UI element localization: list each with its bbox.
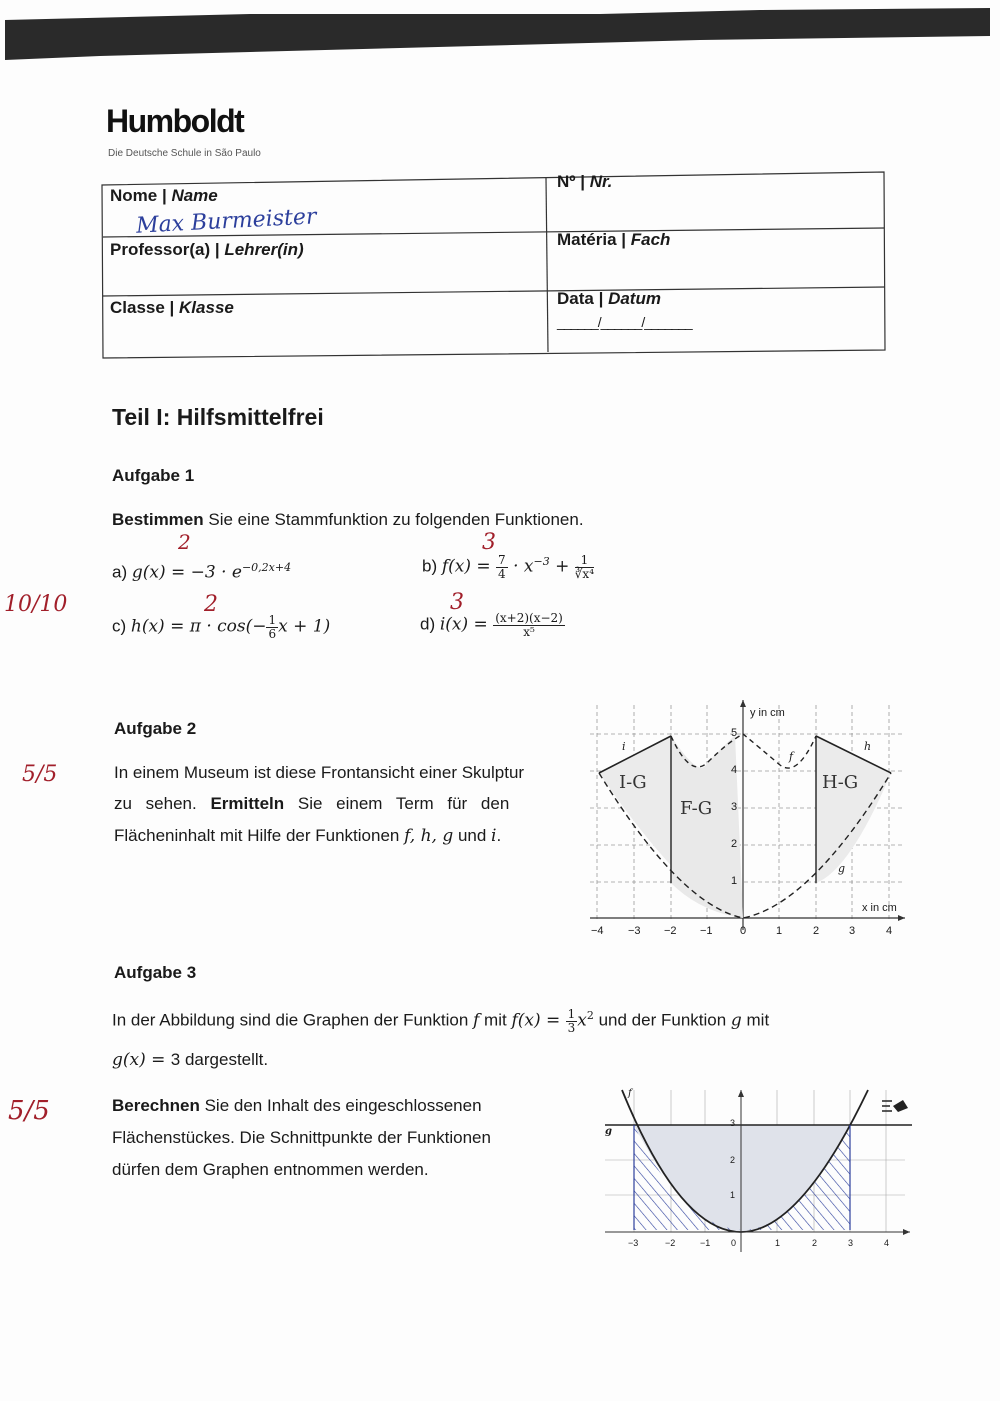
task2-curve-label-i: i	[622, 740, 626, 753]
task3-xtick-0: 0	[731, 1238, 737, 1248]
task1-title: Aufgabe 1	[112, 466, 195, 485]
task3-xtick-m1: −1	[700, 1238, 711, 1248]
task3-parabola-graph	[598, 1082, 918, 1262]
grade-b: 3	[482, 530, 496, 555]
task2-annotation-left: I-G	[619, 772, 647, 793]
task2-xtick-2: 2	[813, 925, 820, 937]
grade-d: 3	[450, 590, 464, 615]
date-field-label: Data | Datum	[557, 289, 661, 308]
task2-ytick-1: 1	[731, 875, 738, 887]
task2-ytick-5: 5	[731, 727, 738, 739]
task2-graph-xlabel: x in cm	[862, 902, 897, 914]
task2-line2: zu sehen. Ermitteln Sie einem Term für den	[114, 794, 510, 813]
grade-task3: 5/5	[8, 1096, 50, 1126]
task1-item-c: c) h(x) = π · cos(− $\frac{1}{6}$ x + 1)	[112, 613, 331, 641]
task3-ytick-2: 2	[730, 1155, 736, 1165]
name-field-label: Nome | Name	[110, 186, 218, 205]
task3-xtick-m2: −2	[665, 1238, 676, 1248]
task2-line3: Flächeninhalt mit Hilfe der Funktionen f, h, g und i.	[114, 826, 502, 846]
task2-ytick-3: 3	[731, 801, 738, 813]
task3-xtick-2: 2	[812, 1238, 818, 1248]
task3-curve-label-g: g	[605, 1126, 612, 1137]
task3-para-line2: Flächenstückes. Die Schnittpunkte der Funktionen	[112, 1128, 491, 1147]
student-name-handwritten: Max Burmeister	[135, 204, 318, 239]
task2-ytick-2: 2	[731, 838, 738, 850]
section-title: Teil I: Hilfsmittelfrei	[112, 404, 324, 430]
task2-xtick-m3: −3	[628, 925, 641, 937]
grade-task2: 5/5	[22, 762, 58, 787]
task2-curve-label-g: g	[838, 862, 846, 875]
task2-xtick-3: 3	[849, 925, 856, 937]
number-field-label: Nº | Nr.	[557, 172, 613, 191]
task2-annotation-middle: F-G	[680, 798, 713, 819]
task3-xtick-3: 3	[848, 1238, 854, 1248]
task1-item-d: d) i(x) = $\frac{(x+2)(x-2)}{\text{x⁵}}$	[420, 611, 563, 639]
task3-curve-label-f: f	[628, 1088, 632, 1099]
task3-ytick-1: 1	[730, 1190, 736, 1200]
task3-xtick-4: 4	[884, 1238, 890, 1248]
school-logo-subtitle: Die Deutsche Schule in São Paulo	[108, 148, 261, 159]
task2-annotation-right: H-G	[822, 772, 859, 793]
task3-line1: In der Abbildung sind die Graphen der Funktion f mit f(x) = $\frac{1}{3}$ $x^2$ und der Funktion g mit	[112, 1007, 770, 1035]
task3-ytick-3: 3	[730, 1118, 736, 1128]
task2-curve-label-f: f	[789, 750, 794, 763]
task2-xtick-0: 0	[740, 925, 747, 937]
task1-item-a: a) $g(x) = -3 \cdot e^{-0,2x+4}$	[112, 561, 292, 583]
task3-xtick-1: 1	[775, 1238, 781, 1248]
subject-field-label: Matéria | Fach	[557, 230, 671, 249]
task3-xtick-m3: −3	[628, 1238, 639, 1248]
grade-c: 2	[204, 592, 218, 617]
task2-xtick-m1: −1	[700, 925, 713, 937]
task3-line2: g(x) = 3 dargestellt.	[112, 1050, 269, 1070]
task3-para-line3: dürfen dem Graphen entnommen werden.	[112, 1160, 429, 1179]
task2-xtick-m4: −4	[591, 925, 604, 937]
grade-a: 2	[178, 530, 191, 554]
task2-graph-ylabel: y in cm	[750, 707, 785, 719]
grade-task1-total: 10/10	[4, 592, 68, 617]
date-blank: ______/______/_______	[557, 314, 692, 330]
task1-instruction: Bestimmen Sie eine Stammfunktion zu folgenden Funktionen.	[112, 510, 584, 529]
task2-title: Aufgabe 2	[114, 719, 197, 738]
task3-title: Aufgabe 3	[114, 963, 197, 982]
school-logo: Humboldt	[106, 103, 244, 139]
task2-xtick-1: 1	[776, 925, 783, 937]
task2-xtick-4: 4	[886, 925, 893, 937]
task2-line1: In einem Museum ist diese Frontansicht einer Skulptur	[114, 763, 525, 782]
task1-item-b: b) f(x) = $\frac{7}{4}$ · $x^{-3}$ + $\frac{1}{\text{∛x⁴}}$	[422, 553, 595, 581]
class-field-label: Classe | Klasse	[110, 298, 234, 317]
task2-curve-label-h: h	[864, 740, 872, 753]
task2-xtick-m2: −2	[664, 925, 677, 937]
teacher-field-label: Professor(a) | Lehrer(in)	[110, 240, 304, 259]
task3-para-line1: Berechnen Sie den Inhalt des eingeschlossenen	[112, 1096, 482, 1115]
task2-ytick-4: 4	[731, 764, 738, 776]
